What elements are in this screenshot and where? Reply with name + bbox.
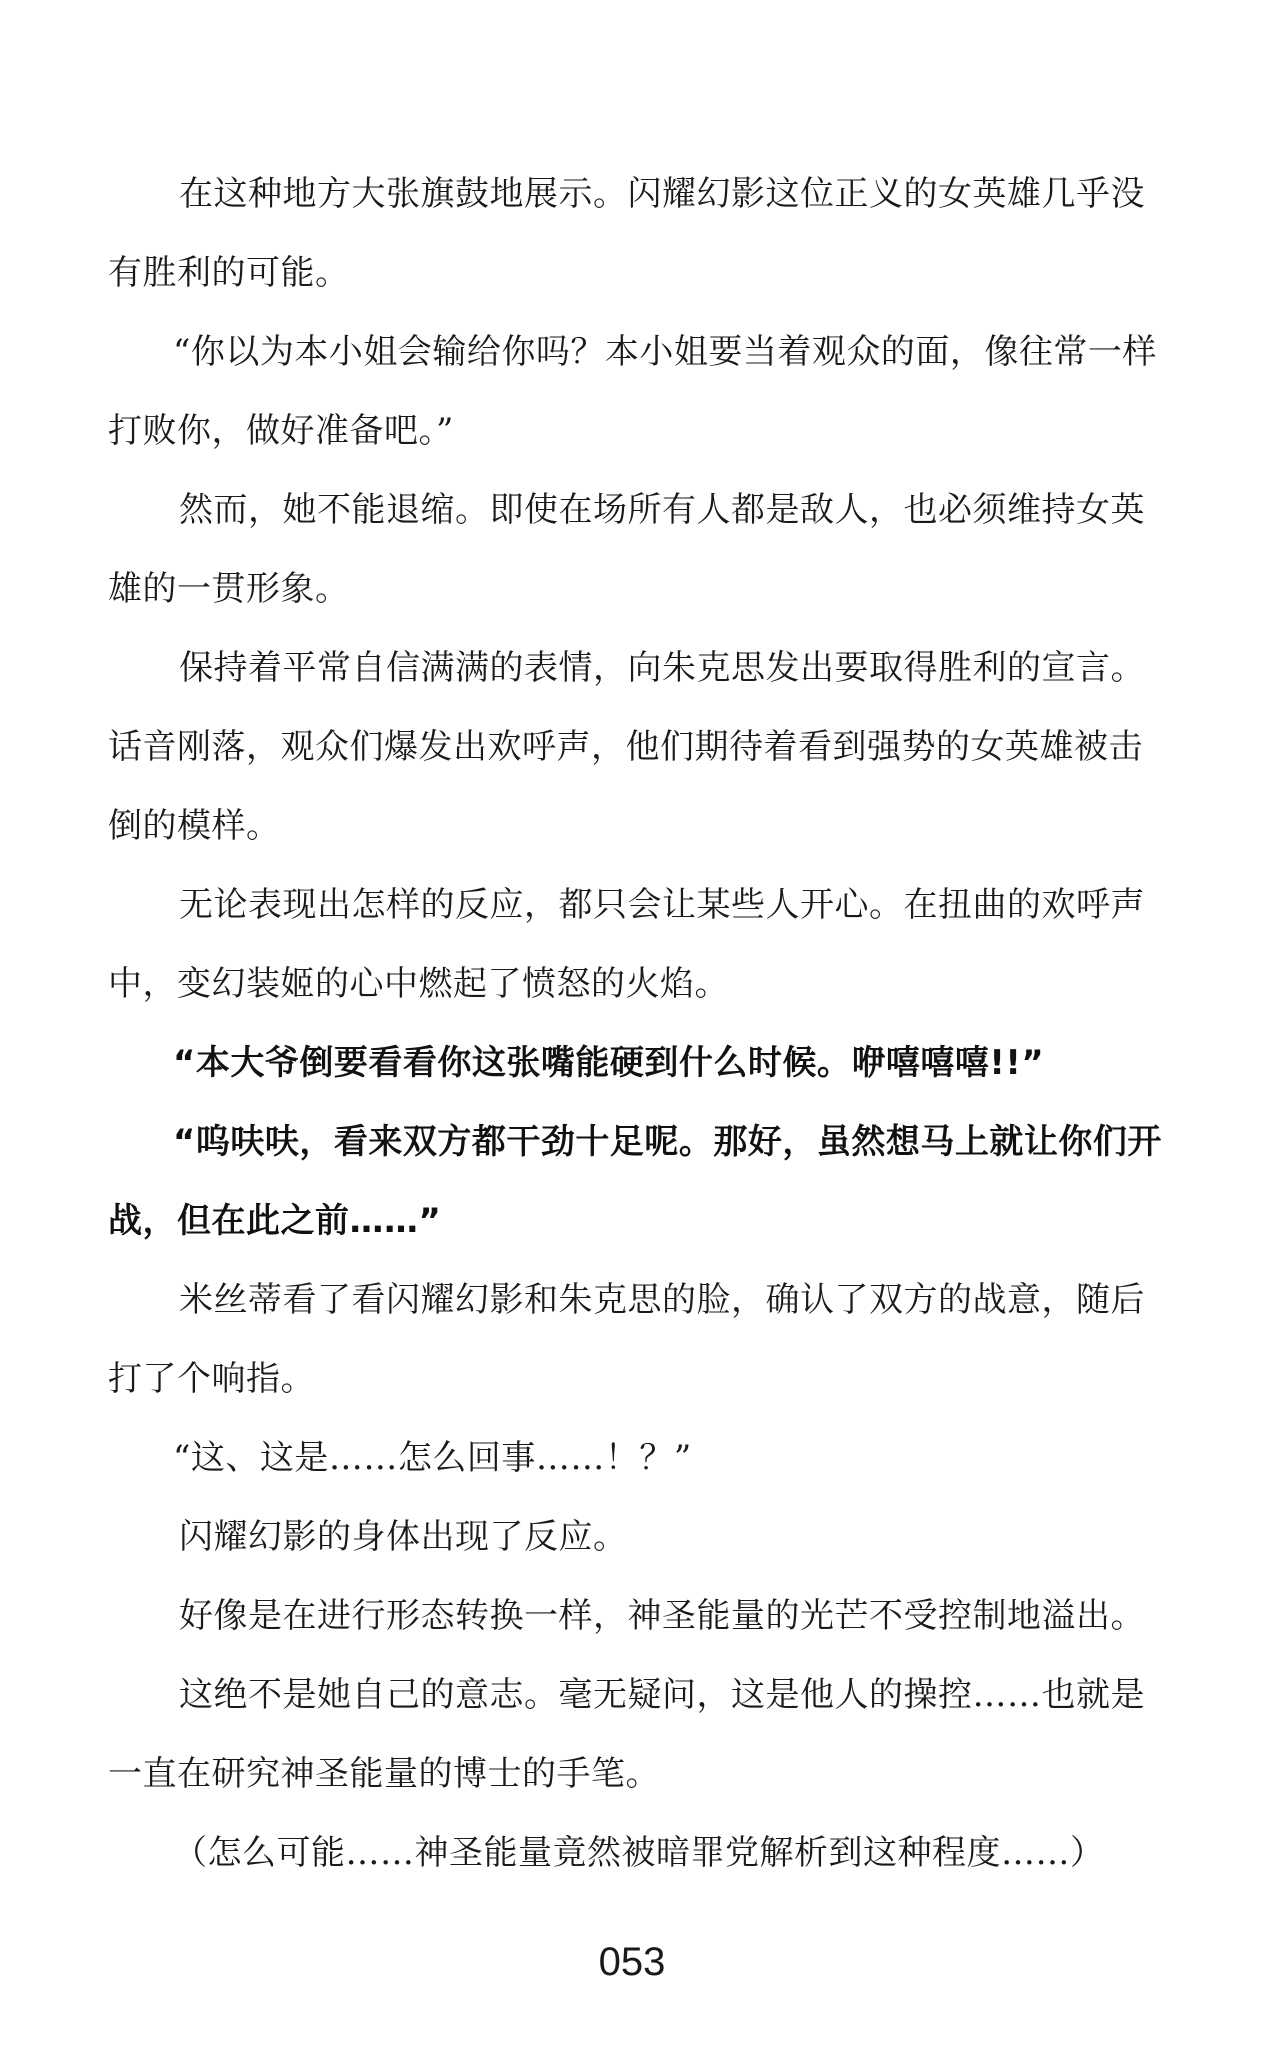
paragraph-10: 闪耀幻影的身体出现了反应。 <box>179 1517 628 1557</box>
paragraph-12: 这绝不是她自己的意志。毫无疑问，这是他人的操控……也就是一直在研究神圣能量的博士的手笔。 <box>108 1675 1145 1794</box>
paragraph-4: 保持着平常自信满满的表情，向朱克思发出要取得胜利的宣言。话音刚落，观众们爆发出欢呼声，他们期待着看到强势的女英雄被击倒的模样。 <box>108 648 1145 846</box>
paragraph-3: 然而，她不能退缩。即使在场所有人都是敌人，也必须维持女英雄的一贯形象。 <box>108 490 1145 609</box>
paragraph-1: 在这种地方大张旗鼓地展示。闪耀幻影这位正义的女英雄几乎没有胜利的可能。 <box>108 174 1145 293</box>
paragraph-11: 好像是在进行形态转换一样，神圣能量的光芒不受控制地溢出。 <box>179 1596 1145 1636</box>
paragraph-13: （怎么可能……神圣能量竟然被暗罪党解析到这种程度……） <box>173 1833 1105 1873</box>
paragraph-7-bold-dialogue: “呜呋呋，看来双方都干劲十足呢。那好，虽然想马上就让你们开战，但在此之前……” <box>108 1122 1162 1241</box>
page-number: 053 <box>598 1940 666 1984</box>
paragraph-5: 无论表现出怎样的反应，都只会让某些人开心。在扭曲的欢呼声中，变幻装姬的心中燃起了愤怒的火焰。 <box>108 885 1145 1004</box>
paragraph-2: “你以为本小姐会输给你吗？本小姐要当着观众的面，像往常一样打败你，做好准备吧。” <box>108 332 1157 451</box>
paragraph-6-bold-dialogue: “本大爷倒要看看你这张嘴能硬到什么时候。咿嘻嘻嘻!!” <box>173 1043 1045 1083</box>
paragraph-9: “这、这是……怎么回事……！？” <box>173 1438 692 1478</box>
paragraph-8: 米丝蒂看了看闪耀幻影和朱克思的脸，确认了双方的战意，随后打了个响指。 <box>108 1280 1145 1399</box>
body-text <box>108 155 1168 1893</box>
